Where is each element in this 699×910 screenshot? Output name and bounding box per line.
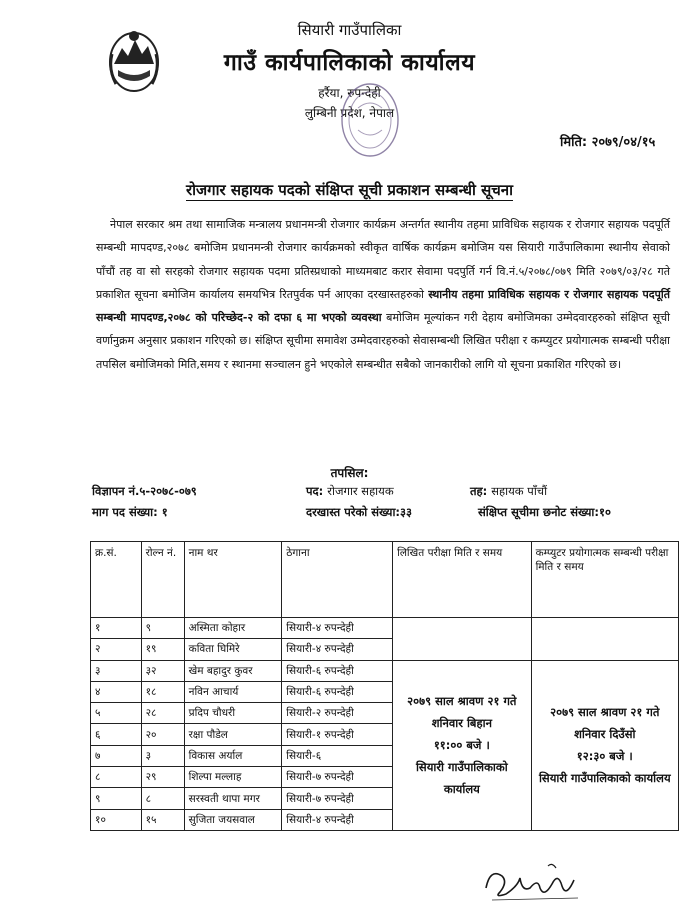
cell-sn: १० [91,809,142,830]
post [306,484,394,499]
cell-address: सियारी-४ रुपन्देही [282,809,393,830]
cell-sn: १ [91,618,142,639]
cell-sn: ४ [91,681,142,702]
cell-roll: १८ [141,681,184,702]
cell-roll: ९ [141,618,184,639]
applied-count [306,505,412,520]
cell-name: रक्षा पौडेल [184,724,282,745]
cell-sn: ६ [91,724,142,745]
address-line-2: लुम्बिनी प्रदेश, नेपाल [304,106,395,120]
advert-value: ५-२०७८-०७९ [139,484,197,498]
written-date: २०७९ साल श्रावण २१ गते शनिवार बिहान [407,694,517,731]
cell-roll: २९ [141,767,184,788]
demand-value: १ [161,505,168,519]
cell-address: सियारी-७ रुपन्देही [282,767,393,788]
advert-label: विज्ञापन नं. [92,484,140,498]
level-label: तह: [470,484,488,498]
cell-name: सुजिता जयसवाल [184,809,282,830]
demand-count [92,505,168,520]
cell-name: अस्मिता कोहार [184,618,282,639]
shortlist-label: संक्षिप्त सूचीमा छनोट संख्या: [478,505,599,519]
level [470,484,547,499]
cell-sn: ७ [91,745,142,766]
table-row [91,618,679,639]
written-place: सियारी गाउँपालिकाको कार्यालय [415,760,508,797]
applied-value: ३३ [400,505,412,519]
cell-address: सियारी-४ रुपन्देही [282,618,393,639]
header-written: लिखित परीक्षा मिति र समय [393,542,531,618]
cell-name: नविन आचार्य [184,681,282,702]
notice-title-text: रोजगार सहायक पदको संक्षिप्त सूची प्रकाशन सम्बन्धी सूचना [186,181,513,199]
applied-label: दरखास्त परेको संख्या: [306,505,401,519]
advert-number [92,484,197,499]
signature-icon [478,858,588,910]
cell-roll: २० [141,724,184,745]
shortlist-count [478,505,611,520]
shortlist-value: १० [598,505,611,519]
cell-roll: १९ [141,639,184,660]
notice-body-part-1: नेपाल सरकार श्रम तथा सामाजिक मन्त्रालय प्रधानमन्त्री रोजगार कार्यक्रम अन्तर्गत स्थानीय तहमा प्राविधिक सहायक र रोजगार सहायक पदपूर्ति सम्बन्धी मापदण्ड,२०७८ बमोजिम प्रधानमन्त्री रोजगार कार्यक्रमको स्वीकृत वार्षिक कार्यक्रम बमोजिम यस सियारी गाउँपालिकामा स्थानीय सेवाको पाँचौं तह वा सो सरहको रोजगार सहायक पदमा प्रतिस्प्रधाको माध्यमबाट करार सेवामा पदपुर्ति गर्न वि.नं.५/२०७८/०७९ मिति २०७९/०३/२८ गते प्रकाशित सूचना बमोजिम कार्यालय समयभित्र रितपुर्वक पर्न आएका दरखास्तहरुको [96,218,670,301]
table-row [91,660,679,681]
computer-time: १२:३० बजे । [576,749,633,764]
address-line-1: हर्रैया, रुपन्देही [318,86,381,100]
cell-address: सियारी-६ रुपन्देही [282,681,393,702]
header-address: ठेगाना [282,542,393,618]
cell-name: प्रदिप चौधरी [184,703,282,724]
written-spacer [393,618,531,661]
header-name: नाम थर [184,542,282,618]
notice-body-part-2: बमोजिम मूल्यांकन गरी देहाय बमोजिमका उम्मेदवारहरुको संक्षिप्त सूची वर्णानुक्रम अनुसार प्रकाशन गरिएको छ। संक्षिप्त सूचीमा समावेश उम्मेदवारहरुको सेवासम्बन्धी लिखित परीक्षा र कम्प्युटर प्रयोगात्मक सम्बन्धी परीक्षा तपसिल बमोजिमको मिति,समय र स्थानमा सञ्चालन हुने भएकोले सम्बन्धीत सबैको जानकारीको लागि यो सूचना प्रकाशित गरिएको छ। [96,311,670,371]
written-time: ११:०० बजे । [433,738,490,753]
level-value: सहायक पाँचौं [491,484,548,498]
cell-address: सियारी-२ रुपन्देही [282,703,393,724]
post-value: रोजगार सहायक [327,484,394,498]
cell-sn: ५ [91,703,142,724]
cell-sn: ३ [91,660,142,681]
palika-name: सियारी गाउँपालिका [297,21,402,39]
notice-title [0,180,699,200]
cell-roll: २८ [141,703,184,724]
cell-name: खेम बहादुर कुवर [184,660,282,681]
cell-roll: १५ [141,809,184,830]
office-name: गाउँ कार्यपालिकाको कार्यालय [223,50,476,76]
cell-name: सरस्वती थापा मगर [184,788,282,809]
written-exam-schedule [393,660,531,830]
notice-body-bold: स्थानीय तहमा प्राविधिक सहायक र रोजगार सहायक पदपूर्ति सम्बन्धी मापदण्ड,२०७८ को परिच्छेद-२ को दफा ६ मा भएको व्यवस्था [96,287,670,325]
cell-address: सियारी-६ रुपन्देही [282,660,393,681]
computer-place: सियारी गाउँपालिकाको कार्यालय [538,771,671,786]
post-label: पद: [306,484,324,498]
cell-sn: २ [91,639,142,660]
computer-spacer [531,618,678,661]
notice-body [96,213,670,376]
computer-date: २०७९ साल श्रावण २१ गते शनिवार दिउँसो [550,705,660,742]
shortlist-table [90,541,679,831]
cell-address: सियारी-७ रुपन्देही [282,788,393,809]
cell-roll: ३२ [141,660,184,681]
cell-address: सियारी-४ रुपन्देही [282,639,393,660]
cell-sn: ८ [91,767,142,788]
header-roll: रोल्न नं. [141,542,184,618]
notice-date: मिति: २०७९/०४/१५ [560,135,656,150]
cell-name: कविता घिमिरे [184,639,282,660]
demand-label: माग पद संख्या: [92,505,158,519]
cell-roll: ३ [141,745,184,766]
header-sn: क्र.सं. [91,542,142,618]
cell-address: सियारी-१ रुपन्देही [282,724,393,745]
computer-exam-schedule [531,660,678,830]
header-computer: कम्प्युटर प्रयोगात्मक सम्बन्धी परीक्षा मिति र समय [531,542,678,618]
cell-sn: ९ [91,788,142,809]
tapasil-heading: तपसिल: [330,466,369,480]
cell-name: विकास अर्याल [184,745,282,766]
cell-address: सियारी-६ [282,745,393,766]
table-header-row [91,542,679,618]
cell-name: शिल्पा मल्लाह [184,767,282,788]
cell-roll: ८ [141,788,184,809]
office-stamp-icon [336,78,404,168]
